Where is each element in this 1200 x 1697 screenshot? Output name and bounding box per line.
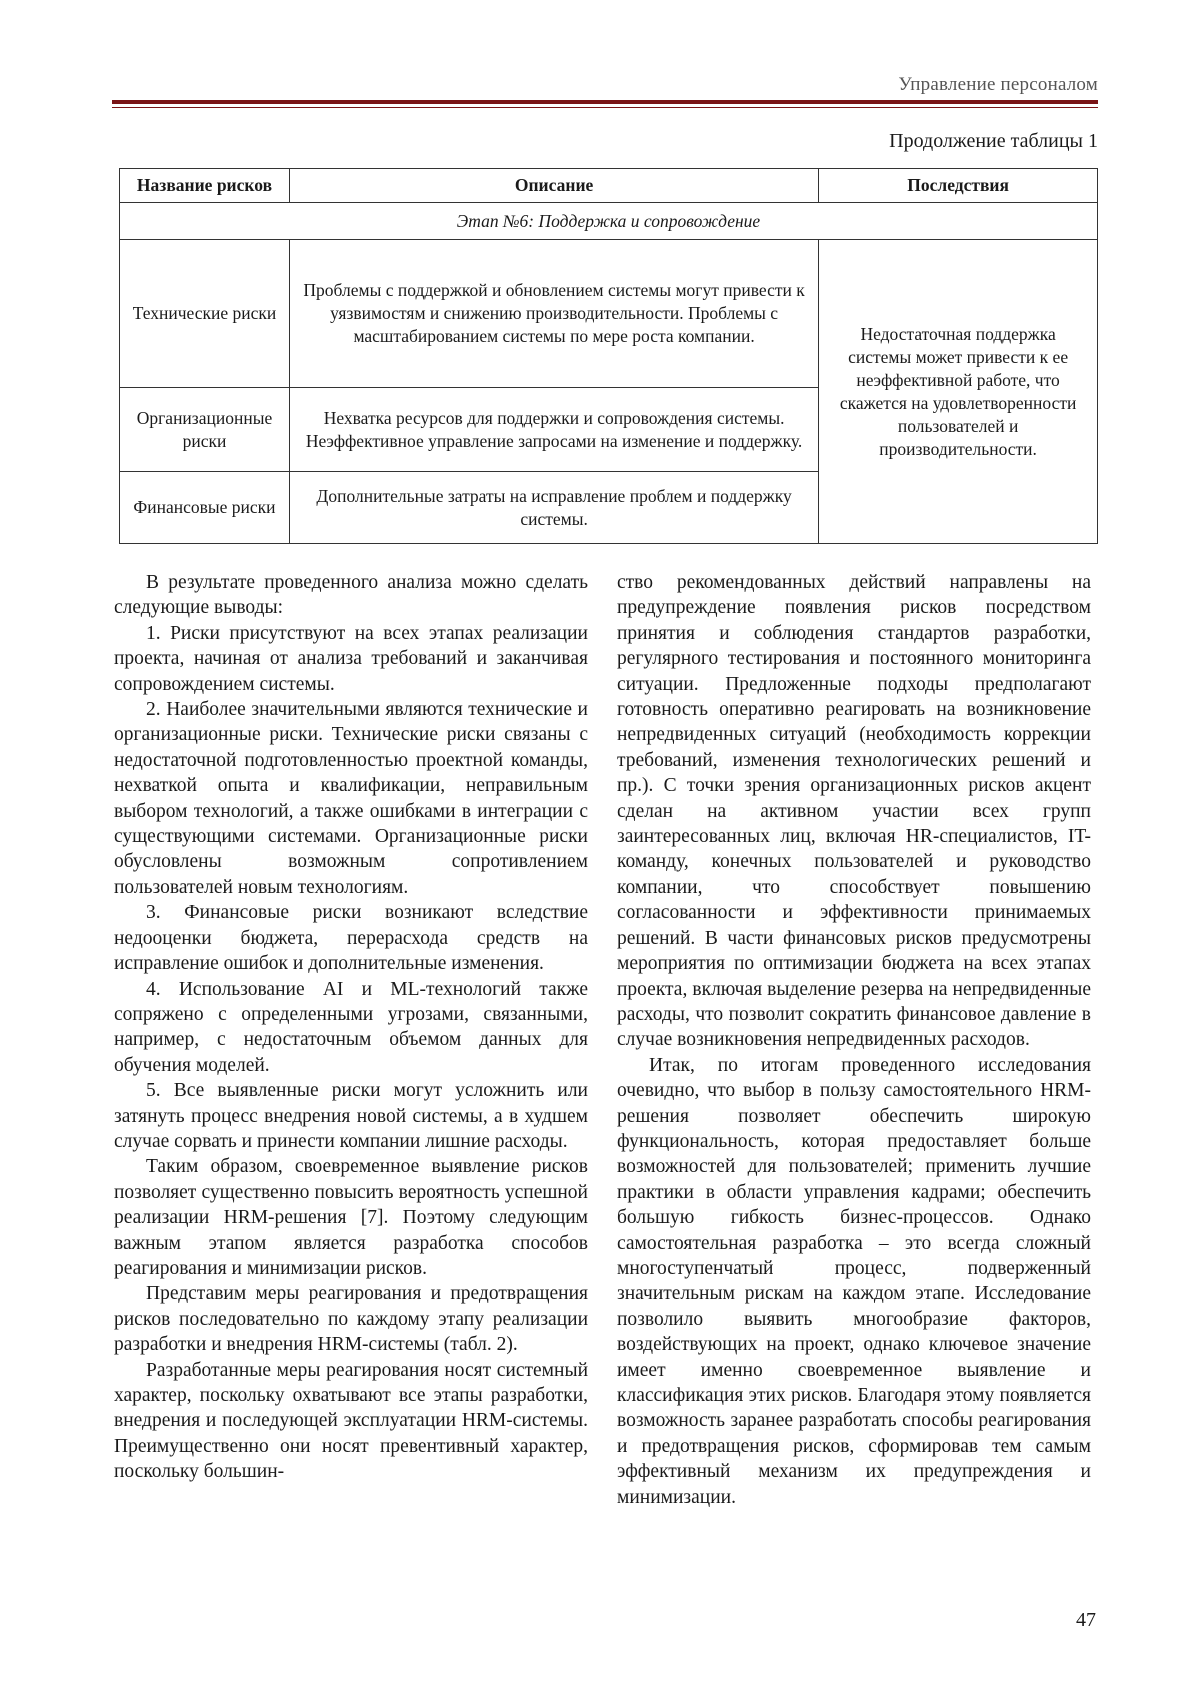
paragraph: Таким образом, своевременное выявление рисков позволяет существенно повысить вероятность успешной реализации HRM-решения [7]. Поэтому следующим важным этапом является разработка способов реагирования и минимизации рисков.	[114, 1156, 588, 1279]
risk-name-cell: Технические риски	[120, 240, 290, 388]
paragraph: 3. Финансовые риски возникают вследствие недооценки бюджета, перерасхода средств на исправление ошибок и дополнительные изменения.	[114, 902, 588, 975]
paragraph: 1. Риски присутствуют на всех этапах реализации проекта, начиная от анализа требований и заканчивая сопровождением системы.	[114, 622, 588, 695]
risk-description-cell: Дополнительные затраты на исправление проблем и поддержку системы.	[289, 472, 818, 544]
paragraph: Разработанные меры реагирования носят системный характер, поскольку охватывают все этапы разработки, внедрения и последующей эксплуатации HRM-системы. Преимущественно они носят превентивный характер, поскольку большин-	[114, 1359, 588, 1483]
paragraph: В результате проведенного анализа можно сделать следующие выводы:	[114, 572, 588, 619]
header-description: Описание	[289, 169, 818, 203]
risk-description-cell: Нехватка ресурсов для поддержки и сопровождения системы. Неэффективное управление запросами на изменение и поддержку.	[289, 388, 818, 472]
header-rule	[112, 100, 1098, 104]
paragraph: Представим меры реагирования и предотвращения рисков последовательно по каждому этапу реализации разработки и внедрения HRM-системы (табл. 2).	[114, 1283, 588, 1356]
journal-section-title: Управление персоналом	[898, 74, 1098, 95]
header-consequences: Последствия	[819, 169, 1098, 203]
page-number: 47	[1076, 1609, 1096, 1631]
left-column	[114, 570, 588, 1485]
risk-description-cell: Проблемы с поддержкой и обновлением системы могут привести к уязвимостям и снижению производительности. Проблемы с масштабированием системы по мере роста компании.	[289, 240, 818, 388]
table-caption: Продолжение таблицы 1	[889, 130, 1098, 152]
stage-title: Этап №6: Поддержка и сопровождение	[120, 203, 1098, 240]
table-row	[120, 240, 1098, 388]
paragraph: 2. Наиболее значительными являются технические и организационные риски. Технические риски связаны с недостаточной подготовленностью проектной команды, нехваткой опыта и квалификации, неправильным выбором технологий, а также ошибками в интеграции с существующими системами. Организационные риски обусловлены возможным сопротивлением пользователей новым технологиям.	[114, 699, 588, 898]
right-column	[617, 570, 1091, 1510]
consequence-cell: Недостаточная поддержка системы может привести к ее неэффективной работе, что скажется на удовлетворенности пользователей и производительности.	[819, 240, 1098, 544]
paragraph: Итак, по итогам проведенного исследования очевидно, что выбор в пользу самостоятельного HRM-решения позволяет обеспечить широкую функциональность, которая предоставляет больше возможностей для пользователей; применить лучшие практики в области управления кадрами; обеспечить большую гибкость бизнес-процессов. Однако самостоятельная разработка – это всегда сложный многоступенчатый процесс, подверженный значительным рискам на каждом этапе. Исследование позволило выявить многообразие факторов, воздействующих на проект, однако ключевое значение имеет именно своевременное выявление и классификация этих рисков. Благодаря этому появляется возможность заранее разработать способы реагирования и предотвращения рисков, сформировав тем самым эффективный механизм их предупреждения и минимизации.	[617, 1054, 1091, 1508]
table-header-row	[120, 169, 1098, 203]
risk-name-cell: Организационные риски	[120, 388, 290, 472]
header-rule-thin	[112, 107, 1098, 108]
risks-table	[119, 168, 1098, 544]
paragraph: 5. Все выявленные риски могут усложнить или затянуть процесс внедрения новой системы, а в худшем случае сорвать и принести компании лишние расходы.	[114, 1080, 588, 1152]
stage-row	[120, 203, 1098, 240]
paragraph: 4. Использование AI и ML-технологий также сопряжено с определенными угрозами, связанными, например, с недостаточным объемом данных для обучения моделей.	[114, 978, 588, 1076]
risk-name-cell: Финансовые риски	[120, 472, 290, 544]
paragraph: ство рекомендованных действий направлены на предупреждение появления рисков посредством принятия и соблюдения стандартов разработки, регулярного тестирования и постоянного мониторинга ситуации. Предложенные подходы предполагают готовность оперативно реагировать на возникновение непредвиденных ситуаций (необходимость коррекции требований, изменения технологических решений и пр.). С точки зрения организационных рисков акцент сделан на активном участии всех групп заинтересованных лиц, включая HR-специалистов, IT-команду, конечных пользователей и руководство компании, что способствует повышению согласованности и эффективности принимаемых решений. В части финансовых рисков предусмотрены мероприятия по оптимизации бюджета на всех этапах проекта, включая выделение резерва на непредвиденные расходы, что позволит сократить финансовое давление в случае возникновения непредвиденных расходов.	[617, 572, 1091, 1051]
header-risk-name: Название рисков	[120, 169, 290, 203]
